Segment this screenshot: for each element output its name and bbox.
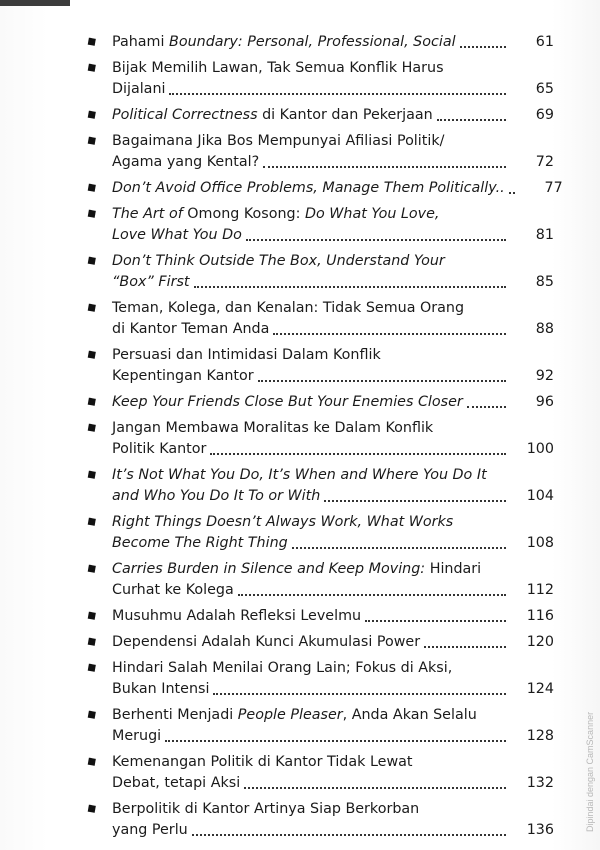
page-number: 85 — [535, 274, 554, 290]
dot-leader — [324, 500, 506, 502]
page-number: 124 — [526, 681, 554, 697]
toc-entry-title — [112, 32, 456, 53]
leaf-bullet-icon: ◆ — [83, 58, 101, 77]
toc-entry-title — [112, 606, 361, 627]
title-segment: People Pleaser — [237, 707, 343, 723]
title-segment: Politik Kantor — [112, 441, 207, 457]
leaf-bullet-icon: ◆ — [83, 632, 101, 651]
leaf-bullet-icon: ◆ — [83, 606, 101, 625]
toc-entry-line — [112, 58, 554, 79]
toc-entry — [84, 799, 554, 841]
leaf-bullet-icon: ◆ — [83, 32, 101, 51]
dot-leader — [509, 192, 515, 194]
title-segment: Become The Right Thing — [112, 535, 288, 551]
toc-entry-title — [112, 679, 209, 700]
toc-entry-title — [112, 225, 242, 246]
title-segment: Musuhmu Adalah Refleksi Levelmu — [112, 608, 362, 624]
leaf-bullet-icon: ◆ — [83, 345, 101, 364]
toc-entry-title — [112, 752, 413, 773]
page-number: 104 — [526, 488, 554, 504]
title-segment: Pahami — [112, 34, 170, 50]
leaf-bullet-icon: ◆ — [83, 752, 101, 771]
title-segment: Teman, Kolega, dan Kenalan: Tidak Semua Orang — [112, 300, 465, 316]
toc-entry-title — [112, 512, 453, 533]
title-segment: Curhat ke Kolega — [112, 582, 234, 598]
leaf-bullet-icon: ◆ — [83, 392, 101, 411]
page-number: 88 — [535, 321, 554, 337]
title-segment: Don’t Avoid Office Problems, Manage Them Politically.. — [112, 180, 505, 196]
toc-entry-line — [112, 225, 554, 246]
page-number: 136 — [526, 822, 554, 838]
leaf-bullet-icon: ◆ — [83, 178, 101, 197]
toc-entry-line — [112, 345, 554, 366]
toc-entry — [84, 251, 554, 293]
toc-entry — [84, 606, 554, 627]
dot-leader — [246, 239, 506, 241]
page-number: 112 — [526, 582, 554, 598]
toc-entry-line — [112, 820, 554, 841]
leaf-bullet-icon: ◆ — [83, 105, 101, 124]
title-segment: Right Things Doesn’t Always Work, What Works — [112, 514, 454, 530]
toc-entry-line — [112, 726, 554, 747]
dot-leader — [424, 646, 506, 648]
toc-entry-title — [112, 580, 234, 601]
toc-entry — [84, 105, 554, 126]
toc-entry-line — [112, 486, 554, 507]
title-segment: It’s Not What You Do, It’s When and Where You Do It — [112, 467, 487, 483]
toc-entry-line — [112, 439, 554, 460]
toc-entry — [84, 131, 554, 173]
title-segment: Don’t Think Outside The Box, Understand Your — [112, 253, 445, 269]
toc-entry-line — [112, 679, 554, 700]
title-segment: Political Correctness — [112, 107, 258, 123]
toc-entry-line — [112, 298, 554, 319]
leaf-bullet-icon: ◆ — [83, 418, 101, 437]
toc-entry-line — [112, 752, 554, 773]
title-segment: Jangan Membawa Moralitas ke Dalam Konflik — [112, 420, 434, 436]
toc-entry-title — [112, 345, 381, 366]
toc-entry — [84, 658, 554, 700]
toc-entry-line — [112, 392, 554, 413]
dot-leader — [460, 46, 506, 48]
toc-entry-line — [112, 366, 554, 387]
table-of-contents — [83, 32, 563, 846]
leaf-bullet-icon: ◆ — [83, 799, 101, 818]
title-segment: Berhenti Menjadi — [112, 707, 238, 723]
toc-entry-line — [112, 418, 554, 439]
toc-entry-line — [112, 79, 554, 100]
toc-entry-line — [112, 178, 563, 199]
dot-leader — [194, 286, 506, 288]
toc-entry-line — [112, 705, 554, 726]
dot-leader — [263, 166, 506, 168]
page-number: 96 — [535, 394, 554, 410]
page-number: 69 — [535, 107, 554, 123]
dot-leader — [169, 93, 506, 95]
toc-entry-title — [112, 178, 505, 199]
toc-entry — [84, 204, 554, 246]
toc-entry-line — [112, 799, 554, 820]
title-segment: Bagaimana Jika Bos Mempunyai Afiliasi Politik/ — [112, 133, 445, 149]
toc-entry-title — [112, 418, 433, 439]
toc-entry-title — [112, 131, 444, 152]
title-segment: di Kantor dan Pekerjaan — [257, 107, 433, 123]
toc-entry — [84, 58, 554, 100]
title-segment: Bijak Memilih Lawan, Tak Semua Konflik Harus — [112, 60, 444, 76]
toc-entry-title — [112, 204, 439, 225]
toc-entry-title — [112, 658, 452, 679]
title-segment: Carries Burden in Silence and Keep Moving: — [112, 561, 430, 577]
dot-leader — [165, 740, 506, 742]
title-segment: Boundary: Personal, Professional, Social — [169, 34, 456, 50]
toc-entry-line — [112, 465, 554, 486]
toc-entry-title — [112, 79, 165, 100]
dot-leader — [238, 594, 506, 596]
toc-entry — [84, 392, 554, 413]
toc-entry-title — [112, 251, 445, 272]
leaf-bullet-icon: ◆ — [83, 512, 101, 531]
page-number: 61 — [535, 34, 554, 50]
leaf-bullet-icon: ◆ — [83, 251, 101, 270]
toc-entry-title — [112, 533, 288, 554]
leaf-bullet-icon: ◆ — [83, 465, 101, 484]
toc-entry-line — [112, 131, 554, 152]
toc-entry-title — [112, 105, 433, 126]
title-segment: Persuasi dan Intimidasi Dalam Konflik — [112, 347, 381, 363]
toc-entry — [84, 559, 554, 601]
page-number: 92 — [535, 368, 554, 384]
page-number: 65 — [535, 81, 554, 97]
leaf-bullet-icon: ◆ — [83, 204, 101, 223]
title-segment: Dependensi Adalah Kunci Akumulasi Power — [112, 634, 421, 650]
title-segment: Omong Kosong: — [187, 206, 305, 222]
page-number: 128 — [526, 728, 554, 744]
page-number: 116 — [526, 608, 554, 624]
toc-entry-line — [112, 32, 554, 53]
camscanner-watermark: Dipindai dengan CamScanner — [585, 711, 595, 832]
page-edge-shadow — [0, 0, 70, 6]
toc-entry — [84, 32, 554, 53]
title-segment: Agama yang Kental? — [112, 154, 260, 170]
toc-entry — [83, 178, 563, 199]
toc-entry-line — [112, 632, 554, 653]
title-segment: “Box” First — [112, 274, 190, 290]
leaf-bullet-icon: ◆ — [83, 559, 101, 578]
title-segment: Love What You Do — [112, 227, 242, 243]
title-segment: yang Perlu — [112, 822, 188, 838]
dot-leader — [258, 380, 506, 382]
toc-entry — [84, 298, 554, 340]
title-segment: di Kantor Teman Anda — [112, 321, 270, 337]
toc-entry-title — [112, 439, 206, 460]
toc-entry-line — [112, 319, 554, 340]
dot-leader — [192, 834, 506, 836]
toc-entry-title — [112, 465, 487, 486]
dot-leader — [273, 333, 506, 335]
toc-entry-line — [112, 152, 554, 173]
toc-entry-title — [112, 559, 481, 580]
toc-entry-line — [112, 658, 554, 679]
toc-entry-line — [112, 204, 554, 225]
page-number: 77 — [544, 180, 563, 196]
title-segment: Hindari Salah Menilai Orang Lain; Fokus di Aksi, — [112, 660, 453, 676]
toc-entry — [84, 345, 554, 387]
dot-leader — [210, 453, 506, 455]
toc-entry — [84, 465, 554, 507]
toc-entry — [84, 752, 554, 794]
toc-entry-title — [112, 632, 420, 653]
toc-entry-line — [112, 580, 554, 601]
dot-leader — [244, 787, 506, 789]
toc-entry-title — [112, 705, 477, 726]
toc-entry-line — [112, 512, 554, 533]
toc-entry-line — [112, 606, 554, 627]
title-segment: Debat, tetapi Aksi — [112, 775, 241, 791]
toc-entry-title — [112, 392, 463, 413]
title-segment: Do What You Love, — [305, 206, 440, 222]
toc-entry-line — [112, 559, 554, 580]
toc-entry-title — [112, 152, 259, 173]
leaf-bullet-icon: ◆ — [83, 705, 101, 724]
dot-leader — [213, 693, 506, 695]
title-segment: Keep Your Friends Close But Your Enemies Closer — [112, 394, 463, 410]
title-segment: , Anda Akan Selalu — [342, 707, 477, 723]
title-segment: Kemenangan Politik di Kantor Tidak Lewat — [112, 754, 413, 770]
page-number: 72 — [535, 154, 554, 170]
toc-entry-line — [112, 272, 554, 293]
title-segment: Bukan Intensi — [112, 681, 210, 697]
toc-entry — [84, 705, 554, 747]
title-segment: Berpolitik di Kantor Artinya Siap Berkorban — [112, 801, 420, 817]
toc-entry-title — [112, 799, 419, 820]
toc-entry-title — [112, 773, 240, 794]
dot-leader — [467, 406, 506, 408]
title-segment: Dijalani — [112, 81, 166, 97]
page-number: 108 — [526, 535, 554, 551]
toc-entry-title — [112, 726, 161, 747]
toc-entry — [84, 632, 554, 653]
title-segment: Merugi — [112, 728, 162, 744]
page-number: 120 — [526, 634, 554, 650]
dot-leader — [292, 547, 506, 549]
dot-leader — [437, 119, 506, 121]
toc-entry-title — [112, 319, 269, 340]
page-number: 132 — [526, 775, 554, 791]
title-segment: The Art of — [112, 206, 188, 222]
toc-entry-title — [112, 486, 320, 507]
toc-entry — [84, 418, 554, 460]
toc-entry — [84, 512, 554, 554]
toc-entry-line — [112, 251, 554, 272]
toc-entry-title — [112, 366, 254, 387]
leaf-bullet-icon: ◆ — [83, 131, 101, 150]
title-segment: and Who You Do It To or With — [112, 488, 321, 504]
toc-entry-line — [112, 773, 554, 794]
leaf-bullet-icon: ◆ — [83, 298, 101, 317]
leaf-bullet-icon: ◆ — [83, 658, 101, 677]
toc-entry-title — [112, 298, 464, 319]
page-number: 81 — [535, 227, 554, 243]
toc-entry-title — [112, 58, 444, 79]
toc-entry-title — [112, 820, 188, 841]
title-segment: Kepentingan Kantor — [112, 368, 254, 384]
toc-entry-line — [112, 533, 554, 554]
title-segment: Hindari — [429, 561, 482, 577]
dot-leader — [365, 620, 506, 622]
toc-entry-line — [112, 105, 554, 126]
page-number: 100 — [526, 441, 554, 457]
toc-entry-title — [112, 272, 190, 293]
